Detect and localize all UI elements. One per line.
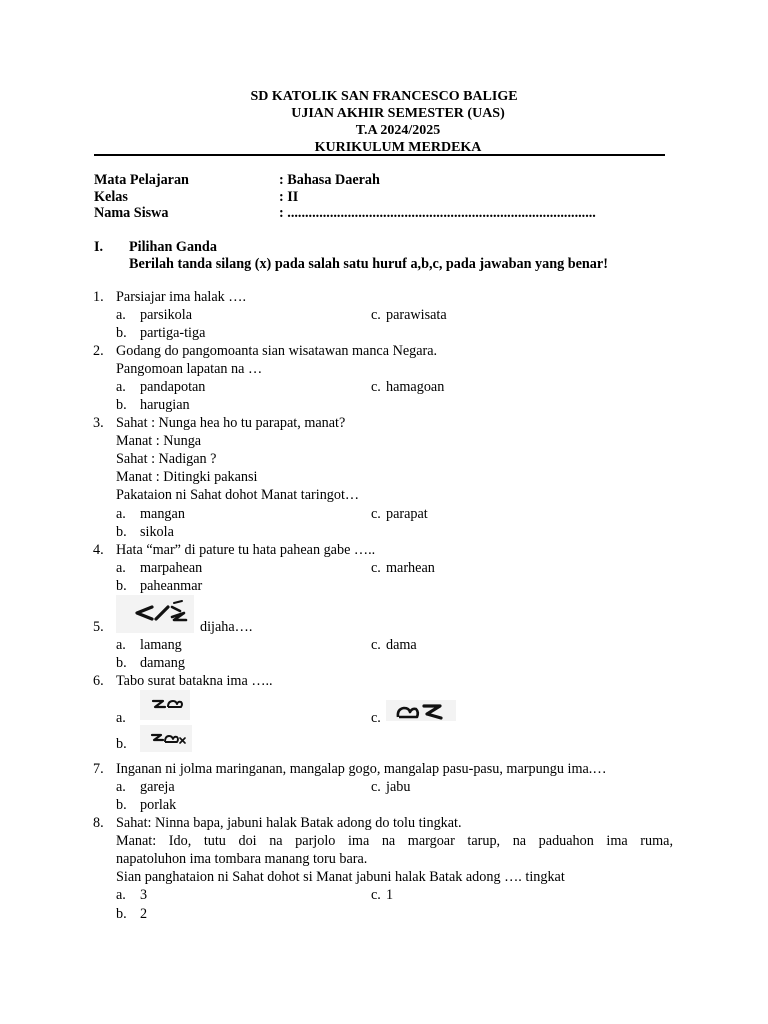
option-a[interactable]: pandapotan (140, 379, 206, 395)
option-b-label[interactable]: b. (116, 655, 127, 671)
option-c-script-image[interactable] (386, 700, 456, 721)
section-instruction: Berilah tanda silang (x) pada salah satu huruf a,b,c, pada jawaban yang benar! (129, 256, 608, 272)
question-text: dijaha…. (200, 619, 253, 635)
option-a-script-image[interactable] (140, 690, 190, 720)
header-divider (94, 154, 665, 156)
option-b-label[interactable]: b. (116, 325, 127, 341)
option-c[interactable]: parawisata (386, 307, 447, 323)
option-b-label[interactable]: b. (116, 524, 127, 540)
question-text: Sian panghataion ni Sahat dohot si Manat jabuni halak Batak adong …. tingkat (116, 869, 565, 885)
option-b-label[interactable]: b. (116, 797, 127, 813)
option-a-label[interactable]: a. (116, 379, 126, 395)
question-text: Inganan ni jolma maringanan, mangalap gogo, mangalap pasu-pasu, marpungu ima.… (116, 761, 607, 777)
option-a-label[interactable]: a. (116, 710, 126, 726)
exam-title: UJIAN AKHIR SEMESTER (UAS) (291, 106, 505, 121)
question-text: napatoluhon ima tombara manang toru bara. (116, 851, 368, 867)
question-number: 2. (93, 343, 104, 359)
option-b[interactable]: harugian (140, 397, 190, 413)
question-text: Manat: Ido, tutu doi na parjolo ima na margoar tarup, na paduahon ima ruma, (116, 833, 673, 849)
student-info (94, 172, 694, 222)
option-c-label[interactable]: c. (371, 379, 381, 395)
option-c-label[interactable]: c. (371, 560, 381, 576)
question-number: 7. (93, 761, 104, 777)
option-c[interactable]: jabu (386, 779, 411, 795)
option-c[interactable]: dama (386, 637, 417, 653)
section-title: Pilihan Ganda (129, 239, 217, 255)
option-c[interactable]: 1 (386, 887, 394, 903)
option-a[interactable]: lamang (140, 637, 182, 653)
question-number: 1. (93, 289, 104, 305)
option-c-label[interactable]: c. (371, 506, 381, 522)
option-a[interactable]: mangan (140, 506, 185, 522)
question-text: Pakataion ni Sahat dohot Manat taringot… (116, 487, 360, 503)
question-text: Tabo surat batakna ima ….. (116, 673, 273, 689)
option-a-label[interactable]: a. (116, 307, 126, 323)
option-c[interactable]: marhean (386, 560, 435, 576)
subject-value: : Bahasa Daerah (279, 172, 380, 188)
option-b[interactable]: porlak (140, 797, 177, 813)
option-a-label[interactable]: a. (116, 887, 126, 903)
question-text: Manat : Nunga (116, 433, 202, 449)
question-text: Hata “mar” di pature tu hata pahean gabe ….. (116, 542, 376, 558)
option-a-label[interactable]: a. (116, 779, 126, 795)
option-b[interactable]: 2 (140, 906, 148, 922)
option-b-label[interactable]: b. (116, 397, 127, 413)
option-b[interactable]: sikola (140, 524, 174, 540)
subject-label: Mata Pelajaran (94, 172, 189, 188)
name-label: Nama Siswa (94, 205, 169, 221)
batak-script-image (116, 595, 194, 633)
option-b-label[interactable]: b. (116, 736, 127, 752)
question-number: 5. (93, 619, 104, 635)
question-number: 4. (93, 542, 104, 558)
option-c[interactable]: parapat (386, 506, 428, 522)
option-b[interactable]: partiga-tiga (140, 325, 206, 341)
option-a[interactable]: 3 (140, 887, 148, 903)
option-b-script-image[interactable] (140, 725, 192, 752)
option-a[interactable]: gareja (140, 779, 175, 795)
option-a[interactable]: parsikola (140, 307, 193, 323)
class-value: : II (279, 188, 299, 205)
option-b-label[interactable]: b. (116, 906, 127, 922)
option-a-label[interactable]: a. (116, 560, 126, 576)
question-text: Manat : Ditingki pakansi (116, 469, 258, 485)
option-c-label[interactable]: c. (371, 779, 381, 795)
class-label: Kelas (94, 188, 128, 205)
option-c-label[interactable]: c. (371, 637, 381, 653)
option-b[interactable]: paheanmar (140, 578, 203, 594)
question-text: Godang do pangomoanta sian wisatawan manca Negara. (116, 343, 438, 359)
name-value[interactable]: : ....................................................................................... (279, 205, 596, 221)
question-number: 8. (93, 815, 104, 831)
option-a-label[interactable]: a. (116, 637, 126, 653)
option-a[interactable]: marpahean (140, 560, 203, 576)
academic-year: T.A 2024/2025 (355, 123, 441, 138)
curriculum: KURIKULUM MERDEKA (314, 140, 482, 155)
option-a-label[interactable]: a. (116, 506, 126, 522)
option-c[interactable]: hamagoan (386, 379, 445, 395)
school-name: SD KATOLIK SAN FRANCESCO BALIGE (250, 89, 518, 104)
section-number: I. (94, 239, 104, 255)
question-text: Parsiajar ima halak …. (116, 289, 247, 305)
question-text: Sahat : Nadigan ? (116, 451, 217, 467)
question-number: 6. (93, 673, 104, 689)
option-b[interactable]: damang (140, 655, 185, 671)
option-c-label[interactable]: c. (371, 307, 381, 323)
question-text: Pangomoan lapatan na … (116, 361, 263, 377)
option-c-label[interactable]: c. (371, 710, 381, 726)
option-b-label[interactable]: b. (116, 578, 127, 594)
question-text: Sahat: Ninna bapa, jabuni halak Batak adong do tolu tingkat. (116, 815, 462, 831)
question-text: Sahat : Nunga hea ho tu parapat, manat? (116, 415, 346, 431)
question-number: 3. (93, 415, 104, 431)
option-c-label[interactable]: c. (371, 887, 381, 903)
